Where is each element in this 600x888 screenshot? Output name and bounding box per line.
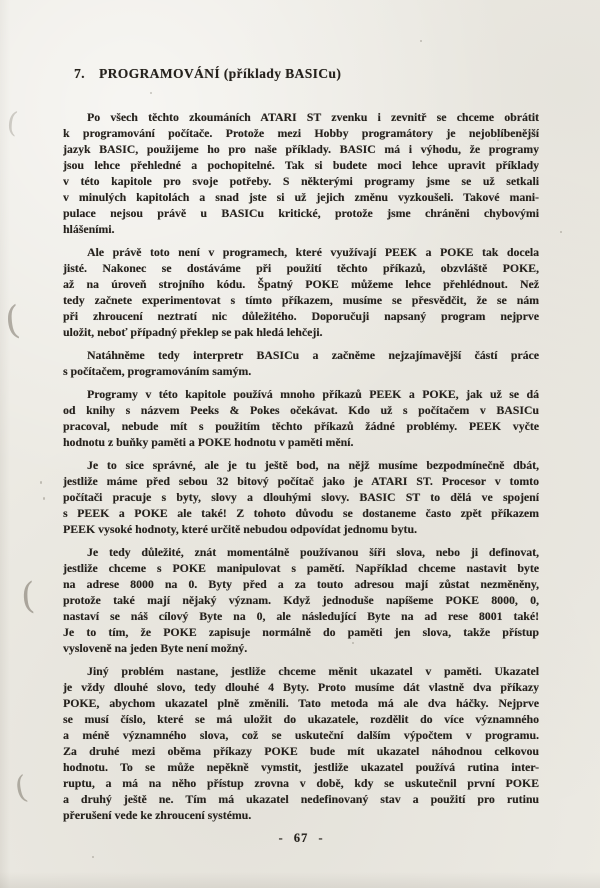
text-line: tedy začnete experimentovat s tímto příkazem, musíme se přesvědčit, že se nám <box>63 293 539 307</box>
paper-speck <box>560 231 562 233</box>
text-line: přerušení vede ke zhroucení systému. <box>63 808 252 822</box>
chapter-heading <box>63 66 539 82</box>
text-line: jazyk BASIC, použijeme ho pro naše příklady. BASIC má i výhodu, že programy <box>63 142 539 156</box>
text-line: k programování počítače. Protože mezi Hobby programátory je nejoblíbenější <box>63 126 539 140</box>
text-line: s počítačem, programováním samým. <box>63 364 252 378</box>
paragraph <box>63 244 539 340</box>
paragraph <box>63 386 539 450</box>
text-line: v této kapitole pro svoje potřeby. S některými programy jsme se už setkali <box>63 174 539 188</box>
text-line: od knihy s názvem Peeks & Pokes očekávat. Kdo už s počítačem v BASICu <box>63 403 539 417</box>
chapter-title: PROGRAMOVÁNÍ (příklady BASICu) <box>98 66 342 81</box>
paragraph <box>63 544 539 656</box>
text-line: Za druhé mezi oběma příkazy POKE bude mít ukazatel náhodnou celkovou <box>63 744 539 758</box>
text-line: je vždy dlouhé slovo, tedy dlouhé 4 Byty. Proto musíme dát vlastně dva příkazy <box>63 680 539 694</box>
paper-speck <box>40 481 42 484</box>
text-line: Po všech těchto zkoumáních ATARI ST zvenku i zevnitř se chceme obrátit <box>87 110 539 124</box>
text-line: Je to tím, že POKE zapisuje normálně do paměti jen slova, takže přístup <box>63 625 539 639</box>
text-line: s PEEK a POKE ale také! Z tohoto důvodu se dostaneme často zpět příkazem <box>63 506 539 520</box>
text-line: protože také mají nějaký význam. Když jednoduše napíšeme POKE 8000, 0, <box>63 593 539 607</box>
chapter-number: 7. <box>74 66 85 81</box>
text-line: se musí číslo, které se má uložit do ukazatele, rozdělit do více významného <box>63 712 539 726</box>
paper-speck <box>150 92 152 94</box>
text-line: hodnotu z buňky paměti a POKE hodnotu v paměti mění. <box>63 435 354 449</box>
text-line: jsou lehce přehledné a pochopitelné. Tak si budete moci lehce upravit příklady <box>63 158 539 172</box>
paper-speck <box>420 40 422 42</box>
text-line: ruptu, a má na něho přístup zrovna v době, kdy se uskutečnil první POKE <box>63 776 539 790</box>
page-body <box>63 109 539 830</box>
text-line: pulace nejsou právě u BASICu kritické, protože jsme chráněni chybovými <box>63 206 539 220</box>
text-line: jestliže chceme s POKE manipulovat s pamětí. Například chceme nastavit byte <box>63 561 539 575</box>
text-line: Natáhněme tedy interpretr BASICu a začněme nejzajímavější částí práce <box>87 348 539 362</box>
text-line: a méně významného slova, což se uskuteční dalším výpočtem v programu. <box>63 728 539 742</box>
text-line: Je tedy důležité, znát momentálně používanou šíři slova, nebo ji definovat, <box>87 545 539 559</box>
page-number: - 67 - <box>278 831 324 845</box>
text-line: v minulých kapitolách a snad jste si už jejich změnu vyzkoušeli. Takové mani- <box>63 190 539 204</box>
text-line: až na úroveň strojního kódu. Špatný POKE můžeme lehce přehlédnout. Než <box>63 277 539 291</box>
text-line: nastaví se náš cílový Byte na 0, ale následující Byte na ad rese 8001 také! <box>63 609 539 623</box>
paragraph <box>63 347 539 379</box>
scan-crease-mark: ( <box>11 769 31 807</box>
text-line: na adrese 8000 na 0. Byty před a za touto adresou mají zůstat nezměněny, <box>63 577 539 591</box>
scan-crease-mark: ( <box>2 297 23 343</box>
text-line: vysloveně na jeden Byte není možný. <box>63 641 248 655</box>
text-line: při zhroucení neztratí nic důležitého. Doporučuji napsaný program nejprve <box>63 309 539 323</box>
text-line: a druhý ještě ne. Tím má ukazatel nedefinovaný stav a použití pro rutinu <box>63 792 539 806</box>
text-line: hodnotu. To se může nepěkně vymstit, jestliže ukazatel používá rutina inter- <box>63 760 539 774</box>
paragraph <box>63 109 539 237</box>
scan-crease-mark: ( <box>19 575 37 618</box>
text-line: hlášeními. <box>63 222 115 236</box>
text-line: pracoval, nebude mít s použitím těchto příkazů žádné problémy. PEEK vyčte <box>63 419 539 433</box>
text-line: počítači pracuje s byty, slovy a dlouhými slovy. BASIC ST to dělá ve spojení <box>63 490 539 504</box>
scan-crease-mark: ( <box>5 105 20 140</box>
text-line: PEEK vysoké hodnoty, které určitě nebudou odpovídat jednomu bytu. <box>63 522 417 536</box>
paper-speck <box>43 497 45 500</box>
text-line: jisté. Nakonec se dostáváme při použití těchto příkazů, obzvláště POKE, <box>63 261 539 275</box>
paper-speck <box>92 856 94 858</box>
text-line: Ale právě toto není v programech, které využívají PEEK a POKE tak docela <box>87 245 539 259</box>
paragraph <box>63 457 539 537</box>
paragraph <box>63 663 539 823</box>
text-line: jestliže máme před sebou 32 bitový počítač jako je ATARI ST. Procesor v tomto <box>63 474 539 488</box>
text-line: Je to sice správné, ale je tu ještě bod, na nějž musíme bezpodmínečně dbát, <box>87 458 539 472</box>
text-line: Programy v této kapitole používá mnoho příkazů PEEK a POKE, jak už se dá <box>87 387 539 401</box>
text-line: uložit, neboť případný překlep se pak hledá lehčeji. <box>63 325 323 339</box>
text-line: Jiný problém nastane, jestliže chceme měnit ukazatel v paměti. Ukazatel <box>87 664 539 678</box>
text-line: POKE, abychom ukazatel plně změnili. Tato metoda má ale dva háčky. Nejprve <box>63 696 539 710</box>
